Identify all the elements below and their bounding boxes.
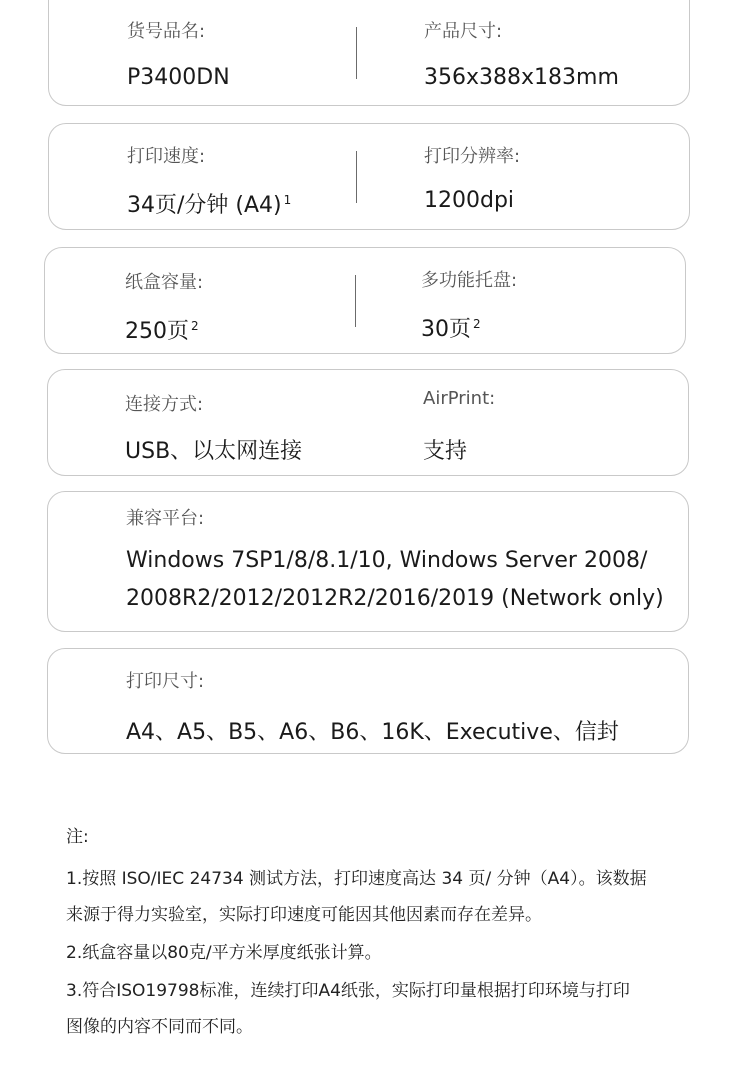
resolution-value: 1200dpi (424, 188, 515, 213)
spec-card-tray-capacity (44, 247, 686, 354)
resolution-label: 打印分辨率: (424, 146, 521, 167)
spec-card-compatibility (47, 491, 689, 632)
print-speed-value (127, 188, 291, 219)
paper-size-value: A4、A5、B5、A6、B6、16K、Executive、信封 (126, 720, 619, 745)
compatibility-label: 兼容平台: (126, 508, 205, 529)
size-value: 356x388x183mm (424, 65, 619, 90)
connection-value: USB、以太网连接 (125, 439, 303, 464)
tray-capacity-value (125, 314, 199, 345)
airprint-label: AirPrint: (423, 388, 496, 409)
note-line: 3.符合ISO19798标准，连续打印A4纸张，实际打印量根据打印环境与打印 (66, 981, 630, 1001)
footnote-mark: 1 (283, 192, 292, 207)
spec-card-speed-resolution (48, 123, 690, 230)
tray-capacity-label: 纸盒容量: (125, 272, 204, 293)
compatibility-value-line1: Windows 7SP1/8/8.1/10, Windows Server 2008/ (126, 548, 648, 573)
card-divider (355, 275, 356, 327)
model-value: P3400DN (127, 65, 230, 90)
card-divider (356, 27, 357, 79)
print-speed-label: 打印速度: (127, 146, 206, 167)
tray-capacity-text: 250页 (125, 319, 189, 344)
spec-card-paper-sizes (47, 648, 689, 754)
paper-size-label: 打印尺寸: (126, 671, 205, 692)
compatibility-value-line2: 2008R2/2012/2012R2/2016/2019 (Network only) (126, 586, 664, 611)
multi-tray-value (421, 312, 481, 343)
card-divider (356, 151, 357, 203)
footnote-mark: 2 (191, 318, 199, 333)
multi-tray-text: 30页 (421, 317, 471, 342)
model-label: 货号品名: (127, 21, 206, 42)
note-line: 图像的内容不同而不同。 (66, 1017, 253, 1037)
connection-label: 连接方式: (125, 394, 204, 415)
size-label: 产品尺寸: (424, 21, 503, 42)
notes-title: 注: (66, 827, 89, 847)
note-line: 1.按照 ISO/IEC 24734 测试方法，打印速度高达 34 页/ 分钟（A4）。该数据 (66, 869, 647, 889)
print-speed-text: 34页/分钟 (A4) (127, 193, 282, 218)
multi-tray-label: 多功能托盘: (421, 270, 518, 291)
spec-card-connectivity (47, 369, 689, 476)
note-line: 2.纸盒容量以80克/平方米厚度纸张计算。 (66, 943, 382, 963)
note-line: 来源于得力实验室，实际打印速度可能因其他因素而存在差异。 (66, 905, 542, 925)
footnote-mark: 2 (473, 316, 481, 331)
spec-card-model-size (48, 0, 690, 106)
airprint-value: 支持 (423, 439, 468, 464)
